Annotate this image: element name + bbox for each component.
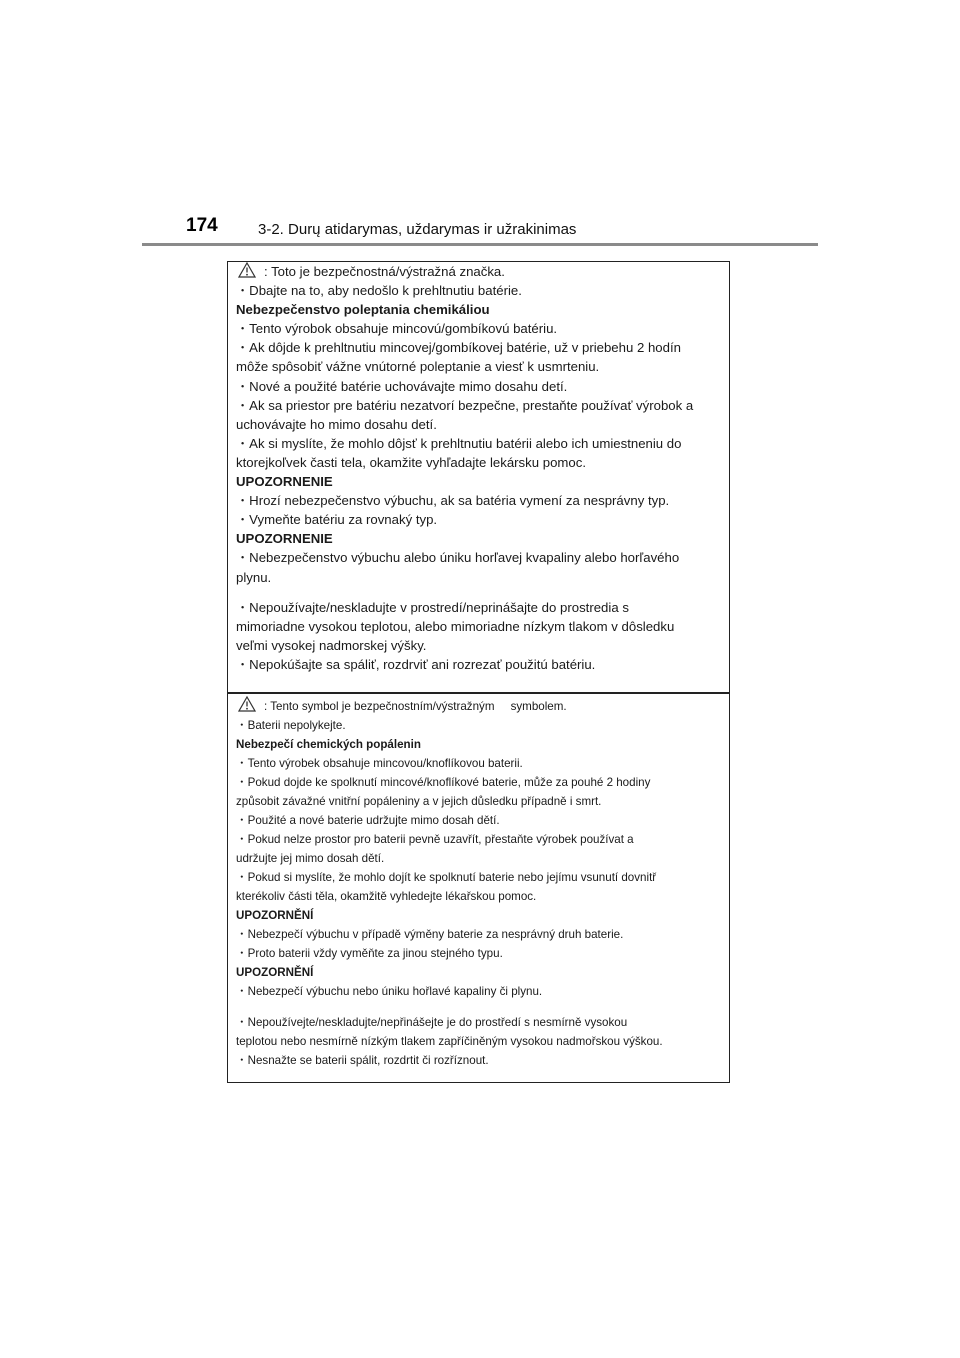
warning-box	[227, 261, 730, 1083]
text-line: ・Pokud nelze prostor pro baterii pevně uzavřít, přestaňte výrobek používat a	[236, 833, 634, 846]
caution-heading: UPOZORNĚNÍ	[236, 909, 314, 922]
text-line: ・Nebezpečenstvo výbuchu alebo úniku horľavej kvapaliny alebo horľavého	[236, 550, 680, 566]
text-line: ・Dbajte na to, aby nedošlo k prehltnutiu batérie.	[236, 283, 522, 299]
text-line: ・Ak sa priestor pre batériu nezatvorí bezpečne, prestaňte používať výrobok a	[236, 397, 694, 413]
section-divider	[228, 692, 729, 694]
caution-heading: UPOZORNENIE	[236, 531, 333, 547]
spacer	[236, 1001, 715, 1013]
text-line: ・Nové a použité batérie uchovávajte mimo dosahu detí.	[236, 378, 568, 394]
text-line: ・Nepoužívejte/neskladujte/nepřinášejte je do prostředí s nesmírně vysokou	[236, 1016, 628, 1029]
symbol-line	[236, 262, 715, 281]
subheading: Nebezpečí chemických popálenin	[236, 738, 421, 751]
symbol-line	[236, 696, 715, 716]
text-line: udržujte jej mimo dosah dětí.	[236, 852, 385, 865]
text-line: ・Baterii nepolykejte.	[236, 719, 346, 732]
symbol-text: : Toto je bezpečnostná/výstražná značka.	[264, 264, 505, 279]
symbol-text: : Tento symbol je bezpečnostním/výstražným symbolem.	[264, 700, 567, 713]
caution-heading: UPOZORNENIE	[236, 474, 333, 490]
spacer	[236, 587, 715, 598]
text-line: ・Ak si myslíte, že mohlo dôjsť k prehltnutiu batérii alebo ich umiestneniu do	[236, 435, 682, 451]
text-line: ・Tento výrobok obsahuje mincovú/gombíkovú batériu.	[236, 321, 558, 337]
caution-heading: UPOZORNĚNÍ	[236, 966, 314, 979]
text-line: ・Pokud dojde ke spolknutí mincové/knoflíkové baterie, může za pouhé 2 hodiny	[236, 776, 651, 789]
section-title: 3-2. Durų atidarymas, uždarymas ir užrakinimas	[258, 221, 577, 238]
text-line: ・Nepokúšajte sa spáliť, rozdrviť ani rozrezať použitú batériu.	[236, 656, 596, 672]
text-line: teplotou nebo nesmírně nízkým tlakem zapříčiněným vysokou nadmořskou výškou.	[236, 1035, 663, 1048]
text-line: ・Hrozí nebezpečenstvo výbuchu, ak sa batéria vymení za nesprávny typ.	[236, 493, 670, 509]
text-line: ・Proto baterii vždy vyměňte za jinou stejného typu.	[236, 947, 503, 960]
text-line: ・Nesnažte se baterii spálit, rozdrtit či rozříznout.	[236, 1054, 489, 1067]
text-line: ・Nebezpečí výbuchu v případě výměny baterie za nesprávný druh baterie.	[236, 928, 624, 941]
subheading: Nebezpečenstvo poleptania chemikáliou	[236, 302, 490, 318]
text-line: ・Nepoužívajte/neskladujte v prostredí/neprinášajte do prostredia s	[236, 599, 629, 615]
text-line: ・Nebezpečí výbuchu nebo úniku hořlavé kapaliny či plynu.	[236, 985, 543, 998]
text-line: ・Vymeňte batériu za rovnaký typ.	[236, 512, 438, 528]
text-line: ・Použité a nové baterie udržujte mimo dosah dětí.	[236, 814, 500, 827]
text-line: môže spôsobiť vážne vnútorné poleptanie a viesť k usmrteniu.	[236, 359, 600, 375]
warning-triangle-icon	[238, 262, 256, 278]
warning-triangle-icon	[238, 696, 256, 712]
page-number: 174	[186, 215, 218, 236]
text-line: uchovávajte ho mimo dosahu detí.	[236, 416, 437, 432]
text-line: veľmi vysokej nadmorskej výšky.	[236, 637, 427, 653]
text-line: kterékoliv části těla, okamžitě vyhledejte lékařskou pomoc.	[236, 890, 537, 903]
text-line: ・Tento výrobek obsahuje mincovou/knoflíkovou baterii.	[236, 757, 523, 770]
header-rule	[142, 243, 818, 246]
text-line: ・Pokud si myslíte, že mohlo dojít ke spolknutí baterie nebo jejímu vsunutí dovnitř	[236, 871, 657, 884]
text-line: ktorejkoľvek časti tela, okamžite vyhľadajte lekársku pomoc.	[236, 454, 586, 470]
text-line: plynu.	[236, 569, 272, 585]
text-line: způsobit závažné vnitřní popáleniny a v jejich důsledku případně i smrt.	[236, 795, 602, 808]
czech-warning-section	[236, 696, 715, 1070]
slovak-warning-section	[236, 262, 715, 674]
text-line: mimoriadne vysokou teplotou, alebo mimoriadne nízkym tlakom v dôsledku	[236, 618, 675, 634]
text-line: ・Ak dôjde k prehltnutiu mincovej/gombíkovej batérie, už v priebehu 2 hodín	[236, 340, 681, 356]
